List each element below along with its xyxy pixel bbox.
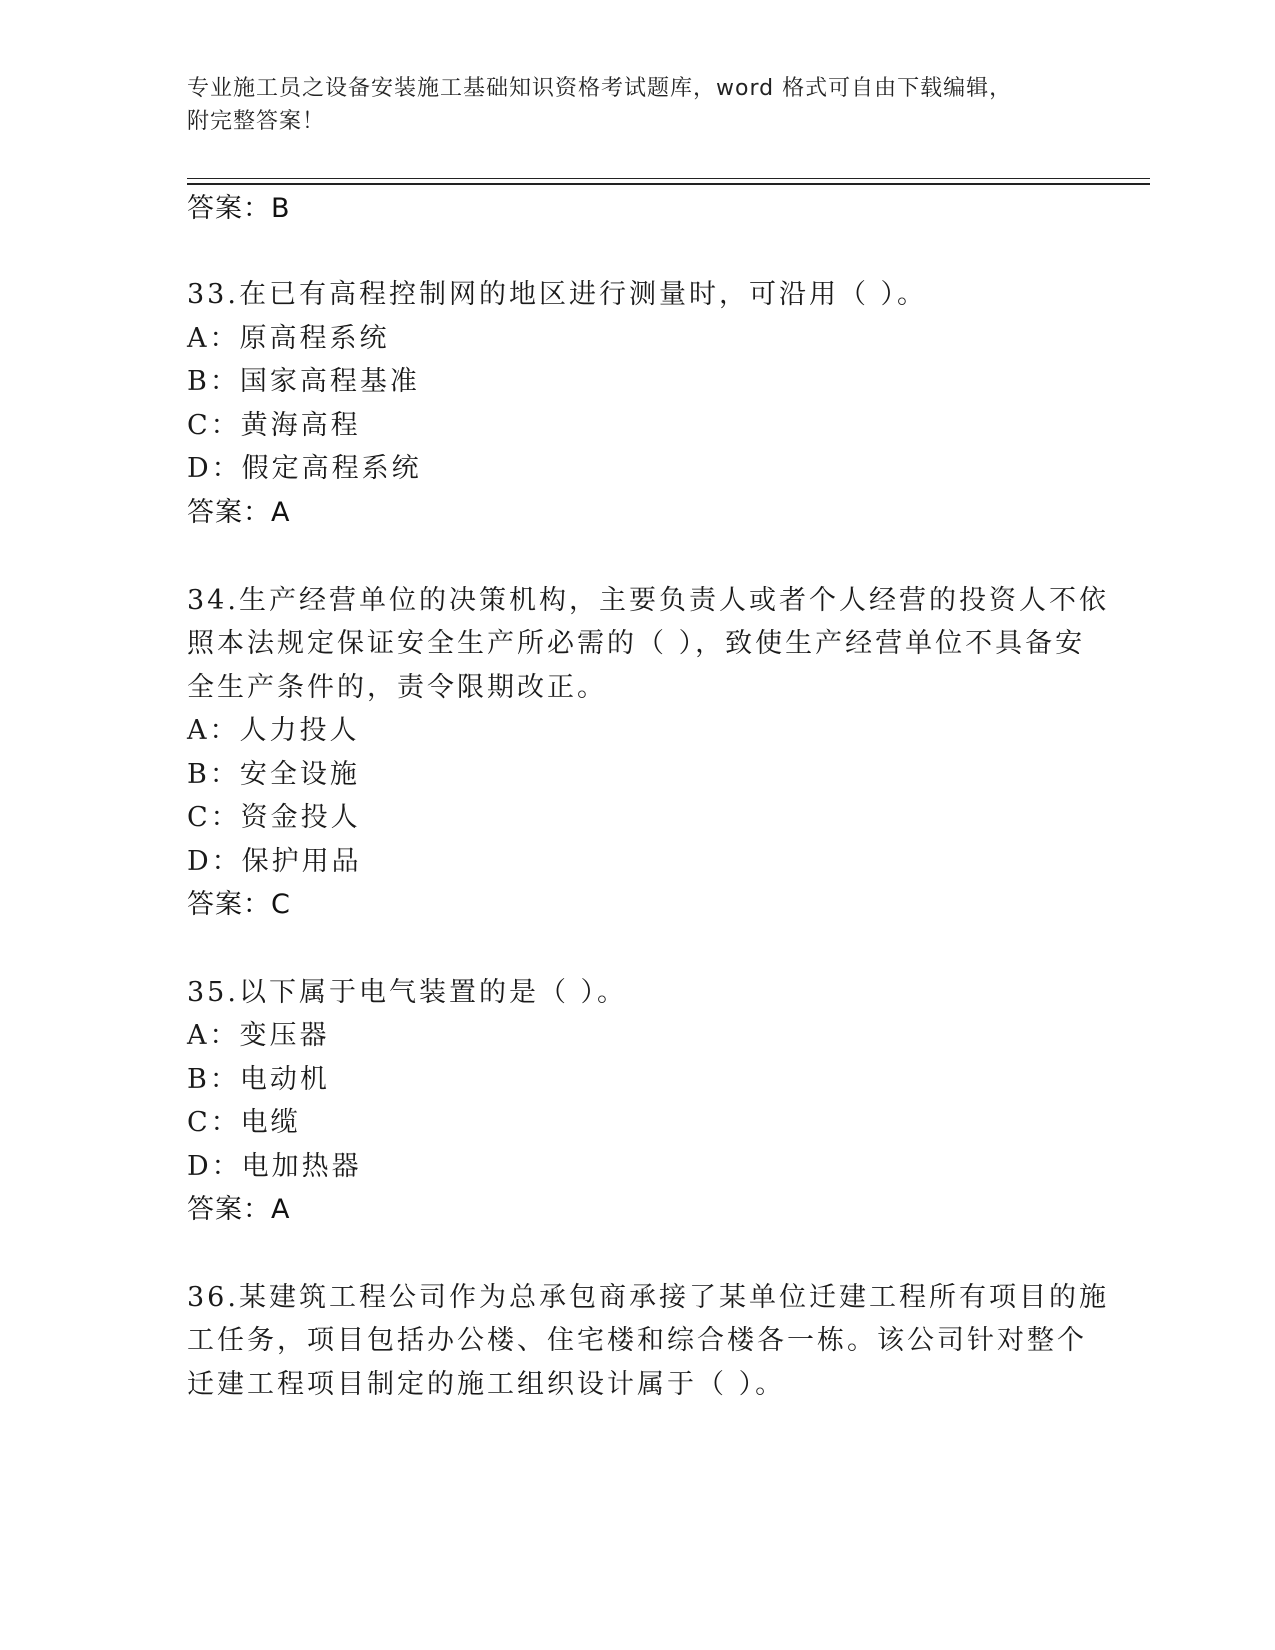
page-header bbox=[187, 72, 1087, 138]
question-33-option-d: D：假定高程系统 bbox=[187, 453, 422, 484]
question-34-stem-line-3: 全生产条件的，责令限期改正。 bbox=[187, 672, 607, 703]
question-36-stem-line-3: 迁建工程项目制定的施工组织设计属于（ ）。 bbox=[187, 1369, 786, 1400]
question-34-stem-line-1: 34.生产经营单位的决策机构，主要负责人或者个人经营的投资人不依 bbox=[187, 585, 1109, 616]
question-34-option-b: B：安全设施 bbox=[187, 759, 360, 790]
question-34-stem-line-2: 照本法规定保证安全生产所必需的（ ），致使生产经营单位不具备安 bbox=[187, 628, 1086, 659]
question-33-option-a: A：原高程系统 bbox=[187, 323, 390, 354]
question-34-option-c: C：资金投人 bbox=[187, 802, 361, 833]
question-35-option-c: C：电缆 bbox=[187, 1107, 301, 1138]
question-35-option-b: B：电动机 bbox=[187, 1064, 330, 1095]
question-33-stem-line-1: 33.在已有高程控制网的地区进行测量时，可沿用（ ）。 bbox=[187, 279, 928, 310]
question-35-option-d: D：电加热器 bbox=[187, 1151, 362, 1182]
header-line-1: 专业施工员之设备安装施工基础知识资格考试题库，word 格式可自由下载编辑， bbox=[187, 76, 1013, 101]
header-divider-thick bbox=[187, 183, 1150, 185]
answer-33: 答案：A bbox=[187, 497, 291, 528]
question-34-option-a: A：人力投人 bbox=[187, 715, 360, 746]
question-36-stem-line-1: 36.某建筑工程公司作为总承包商承接了某单位迁建工程所有项目的施 bbox=[187, 1282, 1109, 1313]
header-line-2: 附完整答案！ bbox=[187, 109, 326, 134]
question-35-stem-line-1: 35.以下属于电气装置的是（ ）。 bbox=[187, 977, 628, 1008]
question-33-option-b: B：国家高程基准 bbox=[187, 366, 420, 397]
answer-35: 答案：A bbox=[187, 1194, 291, 1225]
question-34-option-d: D：保护用品 bbox=[187, 846, 362, 877]
question-33-option-c: C：黄海高程 bbox=[187, 410, 361, 441]
question-35-option-a: A：变压器 bbox=[187, 1020, 330, 1051]
answer-34: 答案：C bbox=[187, 889, 291, 920]
header-divider-thin bbox=[187, 178, 1150, 179]
question-36-stem-line-2: 工任务，项目包括办公楼、住宅楼和综合楼各一栋。该公司针对整个 bbox=[187, 1325, 1087, 1356]
answer-32: 答案：B bbox=[187, 193, 291, 224]
